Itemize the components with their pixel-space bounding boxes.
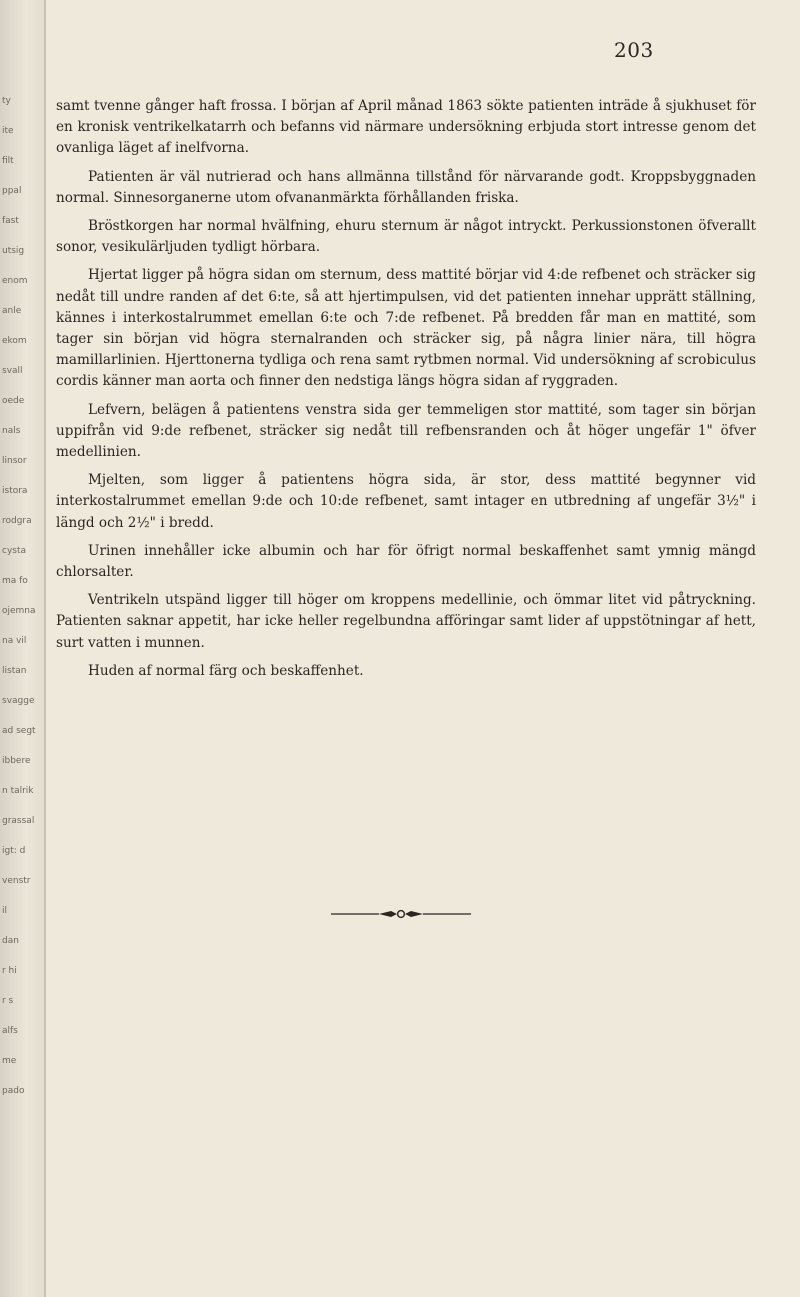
paragraph: Patienten är väl nutrierad och hans allmänna tillstånd för närvarande godt. Kroppsbyggnaden normal. Sinnesorganerne utom ofvananmärkta förhållanden friska.: [56, 168, 756, 206]
margin-fragment: ibbere: [2, 756, 31, 766]
paragraph: Lefvern, belägen å patientens venstra sida ger temmeligen stor mattité, som tager sin början uppifrån vid 9:de refbenet, sträcker sig nedåt till refbensranden och åt höger ungefär 1" öfver medellinien.: [56, 401, 756, 461]
margin-fragment: nals: [2, 426, 21, 436]
margin-fragment: ppal: [2, 186, 22, 196]
margin-fragment: cysta: [2, 546, 27, 556]
paragraph: Bröstkorgen har normal hvälfning, ehuru sternum är något intryckt. Perkussionstonen öfverallt sonor, vesikulärljuden tydligt hörbara.: [56, 218, 756, 256]
margin-fragment: rodgra: [2, 516, 32, 526]
margin-fragment: svall: [2, 366, 23, 376]
margin-fragment: fast: [2, 216, 19, 226]
margin-fragment: filt: [2, 156, 14, 166]
ornament-divider-icon: [331, 907, 471, 921]
paragraph: Mjelten, som ligger å patientens högra sida, är stor, dess mattité begynner vid interkostalrummet emellan 9:de och 10:de refbenet, samt intager en utbredning af ungefär 3½" i längd och 2½" i bredd.: [56, 472, 756, 531]
margin-fragment: ojemna: [2, 606, 36, 616]
body-text: [56, 96, 756, 689]
paragraph: Huden af normal färg och beskaffenhet.: [88, 662, 364, 679]
margin-fragment: il: [2, 906, 8, 916]
margin-fragment: igt: d: [2, 846, 26, 856]
margin-fragment: venstr: [2, 876, 31, 886]
margin-fragment: svagge: [2, 696, 35, 706]
paragraph: Hjertat ligger på högra sidan om sternum, dess mattité börjar vid 4:de refbenet och sträcker sig nedåt till undre randen af det 6:te, så att hjertimpulsen, vid det patienten innehar upprätt ställning, kännes i interkostalrummet emellan 6:te och 7:de refbenet. På bredden får man en mattité, som tager sin början vid högra sternalranden och sträcker sig, på några linier nära, till högra mamillarlinien. Hjerttonerna tydliga och rena samt rytbmen normal. Vid undersökning af scrobiculus cordis känner man aorta och finner den nedstiga längs högra sidan af ryggraden.: [56, 267, 756, 390]
margin-fragment: ekom: [2, 336, 27, 346]
margin-fragment: na vil: [2, 636, 27, 646]
margin-fragment: listan: [2, 666, 27, 676]
binding-gutter: [0, 0, 46, 1297]
margin-fragment: anle: [2, 306, 22, 316]
page-number: 203: [614, 38, 654, 62]
margin-fragment: linsor: [2, 456, 27, 466]
margin-fragment: r s: [2, 996, 14, 1006]
margin-fragment: alfs: [2, 1026, 18, 1036]
paragraph: Ventrikeln utspänd ligger till höger om kroppens medellinie, och ömmar litet vid påtryckning. Patienten saknar appetit, har icke heller regelbundna afföringar samt lider af uppstötningar af hett, surt vatten i munnen.: [56, 592, 756, 651]
margin-fragment: ma fo: [2, 576, 28, 586]
margin-fragment: r hi: [2, 966, 17, 976]
margin-fragment: me: [2, 1056, 17, 1066]
margin-fragment: utsig: [2, 246, 25, 256]
paragraph: Urinen innehåller icke albumin och har för öfrigt normal beskaffenhet samt ymnig mängd chlorsalter.: [56, 542, 756, 581]
margin-fragment: dan: [2, 936, 19, 946]
margin-fragment: oede: [2, 396, 25, 406]
margin-fragment: ite: [2, 126, 14, 136]
margin-fragment: istora: [2, 486, 28, 496]
margin-fragment: ad segt: [2, 726, 36, 736]
margin-fragment: pado: [2, 1086, 25, 1096]
margin-fragment: ty: [2, 96, 11, 106]
paragraph: samt tvenne gånger haft frossa. I början af April månad 1863 sökte patienten inträde å sjukhuset för en kronisk ventrikelkatarrh och befanns vid närmare undersökning erbjuda stort intresse genom det ovanliga läget af inelfvorna.: [56, 98, 756, 157]
margin-fragment: grassal: [2, 816, 35, 826]
margin-fragment: n talrik: [2, 786, 34, 796]
margin-fragment: enom: [2, 276, 28, 286]
